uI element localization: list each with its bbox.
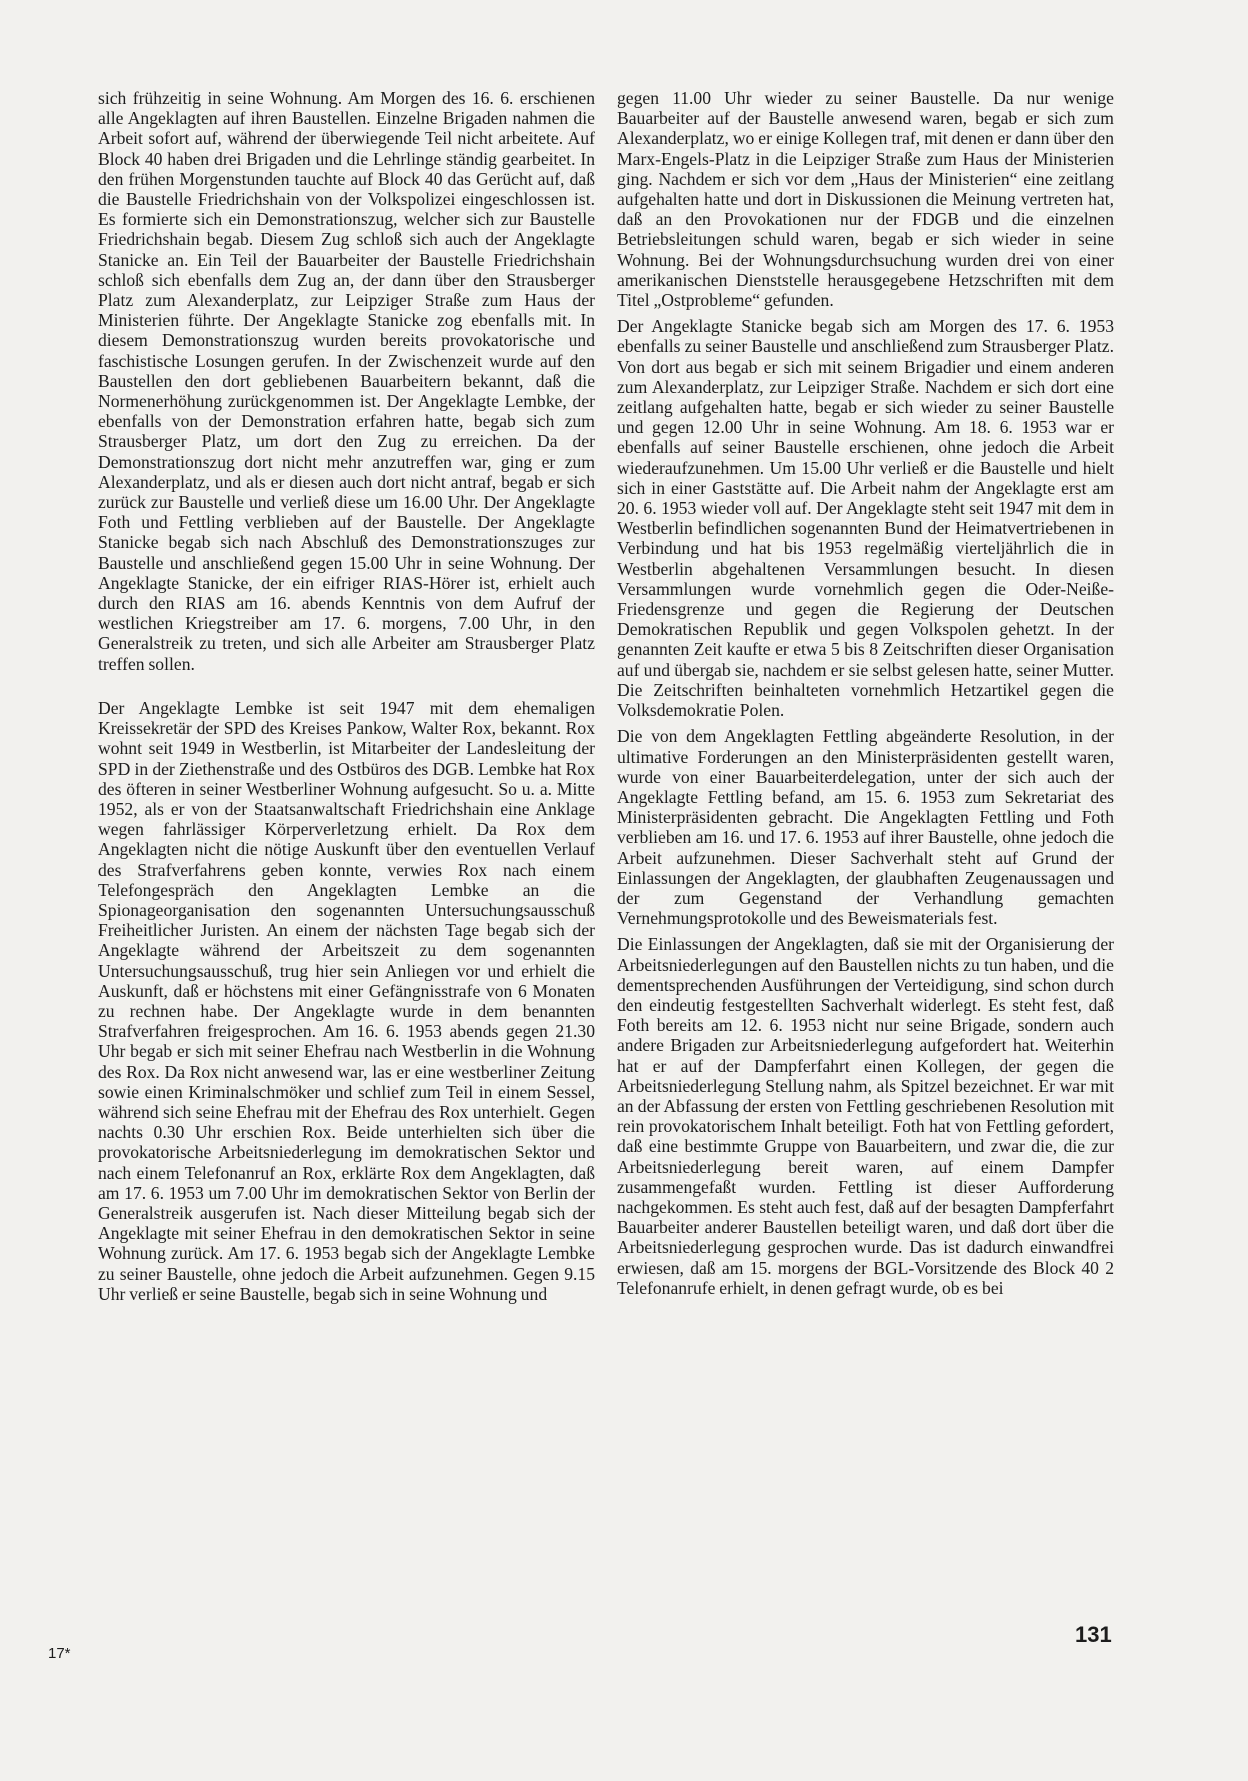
left-column bbox=[98, 88, 595, 1304]
page-number: 131 bbox=[1075, 1622, 1112, 1647]
printer-signature: 17* bbox=[48, 1645, 71, 1662]
paragraph: sich frühzeitig in seine Wohnung. Am Morgen des 16. 6. erschienen alle Angeklagten auf ihren Baustellen. Einzelne Brigaden nahmen die Arbeit sofort auf, während der überwiegende Teil nicht arbeitete. Auf Block 40 haben drei Brigaden und die Lehrlinge ständig gearbeitet. In den frühen Morgenstunden tauchte auf Block 40 das Gerücht auf, daß die Baustelle Friedrichshain von der Volkspolizei eingeschlossen ist. Es formierte sich ein Demonstrationszug, welcher sich zur Baustelle Friedrichshain begab. Diesem Zug schloß sich auch der Angeklagte Stanicke an. Ein Teil der Bauarbeiter der Baustelle Friedrichshain schloß sich ebenfalls dem Zug an, der dann über den Strausberger Platz zum Alexanderplatz, zur Leipziger Straße zum Haus der Ministerien führte. Der Angeklagte Stanicke zog ebenfalls mit. In diesem Demonstrationszug wurden bereits provokatorische und faschistische Losungen gerufen. In der Zwischenzeit wurde auf den Baustellen den dort gebliebenen Bauarbeitern bekannt, daß die Normenerhöhung zurückgenommen ist. Der Angeklagte Lembke, der ebenfalls von der Demonstration erfahren hatte, begab sich zum Strausberger Platz, um dort den Zug zu erreichen. Da der Demonstrationszug dort nicht mehr anzutreffen war, ging er zum Alexanderplatz, und als er diesen auch dort nicht antraf, begab er sich zurück zur Baustelle und verließ diese um 16.00 Uhr. Der Angeklagte Foth und Fettling verblieben auf der Baustelle. Der Angeklagte Stanicke begab sich nach Abschluß des Demonstrationszuges zur Baustelle und anschließend gegen 15.00 Uhr in seine Wohnung. Der Angeklagte Stanicke, der ein eifriger RIAS-Hörer ist, erhielt auch durch den RIAS am 16. abends Kenntnis von dem Aufruf der westlichen Kriegstreiber am 17. 6. morgens, 7.00 Uhr, in den Generalstreik zu treten, und sich alle Arbeiter am Strausberger Platz treffen sollen. bbox=[98, 88, 595, 674]
paragraph: Die von dem Angeklagten Fettling abgeänderte Resolution, in der ultimative Forderungen an den Ministerpräsidenten gestellt waren, wurde von einer Bauarbeiterdelegation, unter der sich auch der Angeklagte Fettling befand, am 15. 6. 1953 zum Sekretariat des Ministerpräsidenten gebracht. Die Angeklagten Fettling und Foth verblieben am 16. und 17. 6. 1953 auf ihrer Baustelle, ohne jedoch die Arbeit aufzunehmen. Dieser Sachverhalt steht auf Grund der Einlassungen der Angeklagten, der glaubhaften Zeugenaussagen und der zum Gegenstand der Verhandlung gemachten Vernehmungsprotokolle und des Beweismaterials fest. bbox=[617, 726, 1114, 929]
paragraph: Die Einlassungen der Angeklagten, daß sie mit der Organisierung der Arbeitsniederlegungen auf den Baustellen nichts zu tun haben, und die dementsprechenden Ausführungen der Verteidigung, sind schon durch den eindeutig festgestellten Sachverhalt widerlegt. Es steht fest, daß Foth bereits am 12. 6. 1953 nicht nur seine Brigade, sondern auch andere Brigaden zur Arbeitsniederlegung aufgefordert hat. Weiterhin hat er auf der Dampferfahrt einen Kollegen, der gegen die Arbeitsniederlegung Stellung nahm, als Spitzel bezeichnet. Er war mit an der Abfassung der ersten von Fettling geschriebenen Resolution mit rein provokatorischem Inhalt beteiligt. Foth hat von Fettling gefordert, daß eine bestimmte Gruppe von Bauarbeitern, und zwar die, die zur Arbeitsniederlegung bereit waren, auf einem Dampfer zusammengefaßt wurden. Fettling ist dieser Aufforderung nachgekommen. Es steht auch fest, daß auf der besagten Dampferfahrt Bauarbeiter anderer Baustellen beteiligt waren, und daß dort über die Arbeitsniederlegung gesprochen wurde. Das ist dadurch einwandfrei erwiesen, daß am 15. morgens der BGL-Vorsitzende des Block 40 2 Telefonanrufe erhielt, in denen gefragt wurde, ob es bei bbox=[617, 934, 1114, 1298]
right-column bbox=[617, 88, 1114, 1298]
paragraph: Der Angeklagte Stanicke begab sich am Morgen des 17. 6. 1953 ebenfalls zu seiner Baustelle und anschließend zum Strausberger Platz. Von dort aus begab er sich mit seinem Brigadier und einem anderen zum Alexanderplatz, zur Leipziger Straße. Nachdem er sich dort eine zeitlang aufgehalten hatte, begab er sich wieder zu seiner Baustelle und gegen 12.00 Uhr in seine Wohnung. Am 18. 6. 1953 war er ebenfalls auf seiner Baustelle erschienen, ohne jedoch die Arbeit wiederaufzunehmen. Um 15.00 Uhr verließ er die Baustelle und hielt sich in einer Gaststätte auf. Die Arbeit nahm der Angeklagte erst am 20. 6. 1953 wieder voll auf. Der Angeklagte steht seit 1947 mit dem in Westberlin befindlichen sogenannten Bund der Heimatvertriebenen in Verbindung und hat bis 1953 regelmäßig vierteljährlich die in Westberlin abgehaltenen Versammlungen besucht. In diesen Versammlungen wurde vornehmlich gegen die Oder-Neiße-Friedensgrenze und gegen die Regierung der Deutschen Demokratischen Republik und gegen Volkspolen gehetzt. In der genannten Zeit kaufte er etwa 5 bis 8 Zeitschriften dieser Organisation auf und übergab sie, nachdem er sie selbst gelesen hatte, seiner Mutter. Die Zeitschriften beinhalteten vornehmlich Hetzartikel gegen die Volksdemokratie Polen. bbox=[617, 316, 1114, 721]
paragraph: gegen 11.00 Uhr wieder zu seiner Baustelle. Da nur wenige Bauarbeiter auf der Baustelle anwesend waren, begab er sich zum Alexanderplatz, wo er einige Kollegen traf, mit denen er dann über den Marx-Engels-Platz in die Leipziger Straße zum Haus der Ministerien ging. Nachdem er sich vor dem „Haus der Ministerien“ eine zeitlang aufgehalten hatte und dort in Diskussionen die Meinung vertreten hat, daß an den Provokationen nur der FDGB und die einzelnen Betriebsleitungen schuld waren, begab er sich wieder in seine Wohnung. Bei der Wohnungsdurchsuchung wurden drei von einer amerikanischen Dienststelle herausgegebene Hetzschriften mit dem Titel „Ostprobleme“ gefunden. bbox=[617, 88, 1114, 311]
paragraph: Der Angeklagte Lembke ist seit 1947 mit dem ehemaligen Kreissekretär der SPD des Kreises Pankow, Walter Rox, bekannt. Rox wohnt seit 1949 in Westberlin, ist Mitarbeiter der Landesleitung der SPD in der Ziethenstraße und des Ostbüros des DGB. Lembke hat Rox des öfteren in seiner Westberliner Wohnung aufgesucht. So u. a. Mitte 1952, als er von der Staatsanwaltschaft Friedrichshain eine Anklage wegen fahrlässiger Körperverletzung erhielt. Da Rox dem Angeklagten nicht die nötige Auskunft über den eventuellen Verlauf des Strafverfahrens geben konnte, verwies Rox nach einem Telefongespräch den Angeklagten Lembke an die Spionageorganisation den sogenannten Untersuchungsausschuß Freiheitlicher Juristen. An einem der nächsten Tage begab sich der Angeklagte während der Arbeitszeit zu dem sogenannten Untersuchungsausschuß, trug hier sein Anliegen vor und erhielt die Auskunft, daß er höchstens mit einer Gefängnisstrafe von 6 Monaten zu rechnen habe. Der Angeklagte wurde in dem benannten Strafverfahren freigesprochen. Am 16. 6. 1953 abends gegen 21.30 Uhr begab er sich mit seiner Ehefrau nach Westberlin in die Wohnung des Rox. Da Rox nicht anwesend war, las er eine westberliner Zeitung sowie einen Kriminalschmöker und schlief zum Teil in einem Sessel, während sich seine Ehefrau mit der Ehefrau des Rox unterhielt. Gegen nachts 0.30 Uhr erschien Rox. Beide unterhielten sich über die provokatorische Arbeitsniederlegung im demokratischen Sektor und nach einem Telefonanruf an Rox, erklärte Rox dem Angeklagten, daß am 17. 6. 1953 um 7.00 Uhr im demokratischen Sektor von Berlin der Generalstreik ausgerufen ist. Nach dieser Mitteilung begab sich der Angeklagte mit seiner Ehefrau in den demokratischen Sektor in seine Wohnung zurück. Am 17. 6. 1953 begab sich der Angeklagte Lembke zu seiner Baustelle, ohne jedoch die Arbeit aufzunehmen. Gegen 9.15 Uhr verließ er seine Baustelle, begab sich in seine Wohnung und bbox=[98, 697, 595, 1304]
